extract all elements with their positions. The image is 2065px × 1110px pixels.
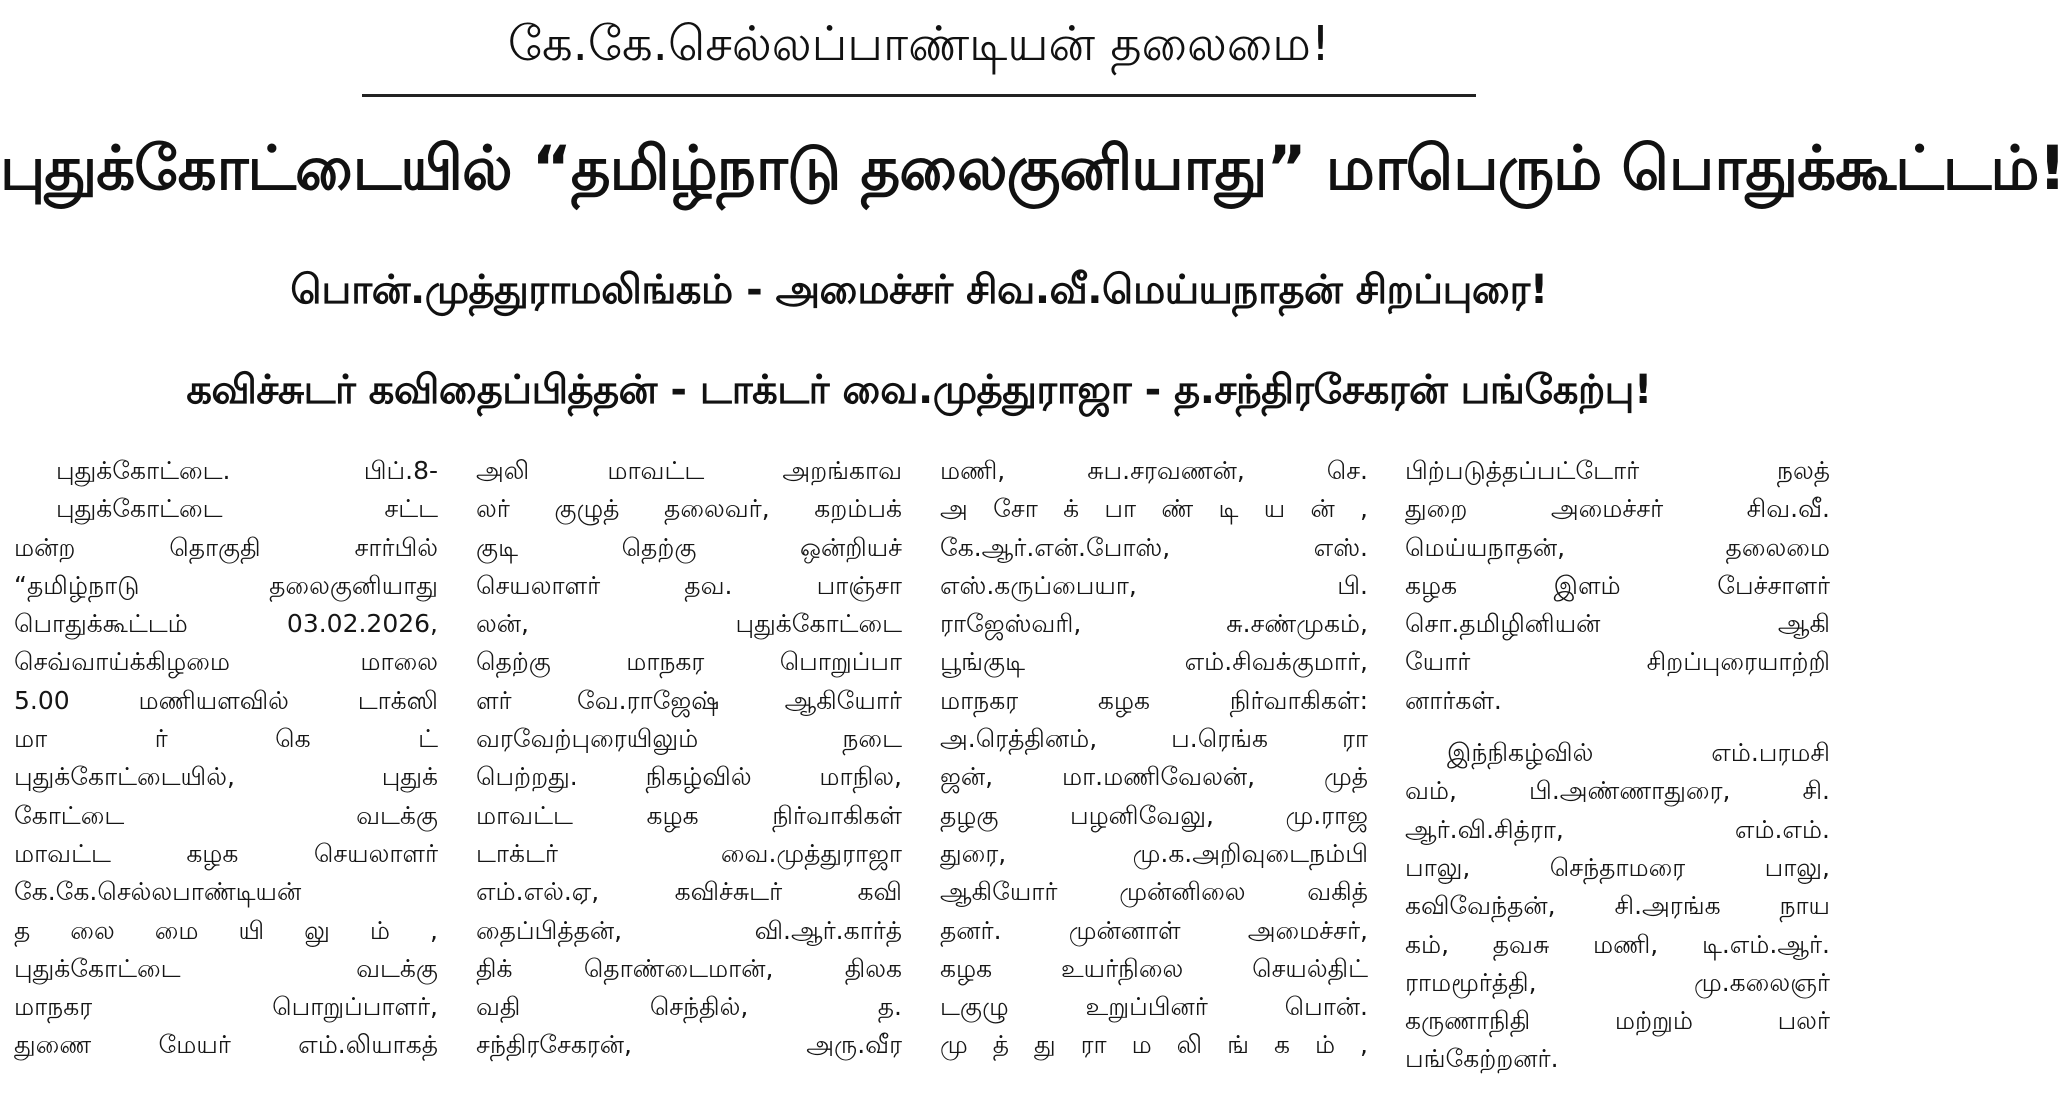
column-line: ஆர்.வி.சித்ரா, எம்.எம்.: [1405, 814, 1830, 844]
column-line: அ சோ க் பா ண் டி ய ன் ,: [940, 494, 1368, 524]
column-line: கழக உயர்நிலை செயல்திட்: [940, 953, 1368, 983]
column-line: தைப்பித்தன், வி.ஆர்.கார்த்: [476, 915, 902, 945]
column-line: புதுக்கோட்டை வடக்கு: [14, 953, 438, 983]
column-line: “தமிழ்நாடு தலைகுனியாது: [14, 570, 438, 600]
article-column-1: [14, 452, 438, 1102]
column-line: சந்திரசேகரன், அரு.வீர: [476, 1030, 902, 1060]
column-line: சொ.தமிழினியன் ஆகி: [1405, 609, 1830, 639]
column-line: செவ்வாய்க்கிழமை மாலை: [14, 647, 438, 677]
column-line: மெய்யநாதன், தலைமை: [1405, 532, 1830, 562]
column-line: எம்.எல்.ஏ, கவிச்சுடர் கவி: [476, 877, 902, 907]
kicker-headline: கே.கே.செல்லப்பாண்டியன் தலைமை!: [507, 16, 1331, 72]
column-line: மாவட்ட கழக செயலாளர்: [14, 838, 438, 868]
column-line: ராமமூர்த்தி, மு.கலைஞர்: [1405, 967, 1830, 997]
column-line: வரவேற்புரையிலும் நடை: [476, 724, 902, 754]
column-line: பூங்குடி எம்.சிவக்குமார்,: [940, 647, 1368, 677]
column-line: ஆகியோர் முன்னிலை வகித்: [940, 877, 1368, 907]
column-line: கே.ஆர்.என்.போஸ், எஸ்.: [940, 532, 1368, 562]
column-line: லன், புதுக்கோட்டை: [476, 609, 902, 639]
column-line: துறை அமைச்சர் சிவ.வீ.: [1405, 494, 1830, 524]
column-line: பாலு, செந்தாமரை பாலு,: [1405, 852, 1830, 882]
column-line: கே.கே.செல்லபாண்டியன்: [14, 877, 302, 907]
column-line: மாநகர கழக நிர்வாகிகள்:: [940, 685, 1368, 715]
column-line: ளர் வே.ராஜேஷ் ஆகியோர்: [476, 685, 902, 715]
column-line: பெற்றது. நிகழ்வில் மாநில,: [476, 762, 902, 792]
deck-line-1: பொன்.முத்துராமலிங்கம் - அமைச்சர் சிவ.வீ.மெய்யநாதன் சிறப்புரை!: [290, 267, 1548, 313]
kicker-rule: [362, 94, 1476, 97]
column-line: 5.00 மணியளவில் டாக்ஸி: [14, 685, 438, 715]
paragraph-gap: [1405, 720, 1830, 734]
column-line: கழக இளம் பேச்சாளர்: [1405, 570, 1830, 600]
article-column-3: [940, 452, 1368, 1102]
column-line: கவிவேந்தன், சி.அரங்க நாய: [1405, 891, 1830, 921]
column-line: வதி செந்தில், த.: [476, 992, 902, 1022]
column-line: மணி, சுப.சரவணன், செ.: [940, 456, 1368, 485]
column-line: மா ர் கெ ட்: [14, 724, 438, 754]
column-line: பங்கேற்றனர்.: [1405, 1044, 1559, 1074]
column-line: னார்கள்.: [1405, 685, 1502, 715]
article-column-2: [476, 452, 902, 1102]
article-column-4: [1405, 452, 1830, 1102]
column-line: தெற்கு மாநகர பொறுப்பா: [476, 647, 902, 677]
column-line: துரை, மு.க.அறிவுடைநம்பி: [940, 838, 1368, 868]
column-line: திக் தொண்டைமான், திலக: [476, 953, 902, 983]
column-line: யோர் சிறப்புரையாற்றி: [1405, 647, 1830, 677]
column-line: கம், தவசு மணி, டி.எம்.ஆர்.: [1405, 929, 1830, 959]
column-line: குடி தெற்கு ஒன்றியச்: [476, 532, 902, 562]
column-line: தழகு பழனிவேலு, மு.ராஜ: [940, 800, 1368, 830]
column-line: துணை மேயர் எம்.லியாகத்: [14, 1030, 438, 1060]
column-line: பொதுக்கூட்டம் 03.02.2026,: [14, 609, 438, 639]
column-line: மன்ற தொகுதி சார்பில்: [14, 532, 438, 562]
column-line: டாக்டர் வை.முத்துராஜா: [476, 838, 902, 868]
column-line: வம், பி.அண்ணாதுரை, சி.: [1405, 776, 1830, 806]
column-line: கருணாநிதி மற்றும் பலர்: [1405, 1006, 1830, 1036]
column-line: ஜன், மா.மணிவேலன், முத்: [940, 762, 1368, 792]
column-line: மு த் து ரா ம லி ங் க ம் ,: [940, 1030, 1368, 1060]
column-line: அலி மாவட்ட அறங்காவ: [476, 456, 902, 485]
column-line: அ.ரெத்தினம், ப.ரெங்க ரா: [940, 724, 1368, 754]
column-line: லர் குழுத் தலைவர், கறம்பக்: [476, 494, 902, 524]
main-headline: புதுக்கோட்டையில் “தமிழ்நாடு தலைகுனியாது” மாபெரும் பொதுக்கூட்டம்!: [0, 133, 2065, 204]
column-line: த லை மை யி லு ம் ,: [14, 915, 438, 945]
column-line: தனர். முன்னாள் அமைச்சர்,: [940, 915, 1368, 945]
column-line: இந்நிகழ்வில் எம்.பரமசி: [1447, 738, 1830, 768]
column-line: மாநகர பொறுப்பாளர்,: [14, 992, 438, 1022]
column-line: புதுக்கோட்டையில், புதுக்: [14, 762, 438, 792]
column-line: பிற்படுத்தப்பட்டோர் நலத்: [1405, 456, 1830, 485]
column-line: செயலாளர் தவ. பாஞ்சா: [476, 570, 902, 600]
column-line: எஸ்.கருப்பையா, பி.: [940, 570, 1368, 600]
deck-line-2: கவிச்சுடர் கவிதைப்பித்தன் - டாக்டர் வை.முத்துராஜா - த.சந்திரசேகரன் பங்கேற்பு!: [186, 367, 1652, 413]
column-line: கோட்டை வடக்கு: [14, 800, 438, 830]
column-line: புதுக்கோட்டை. பிப்.8-: [56, 456, 438, 485]
column-line: மாவட்ட கழக நிர்வாகிகள்: [476, 800, 902, 830]
column-line: ராஜேஸ்வரி, சு.சண்முகம்,: [940, 609, 1368, 639]
column-line: டகுழு உறுப்பினர் பொன்.: [940, 992, 1368, 1022]
column-line: புதுக்கோட்டை சட்ட: [56, 494, 438, 524]
